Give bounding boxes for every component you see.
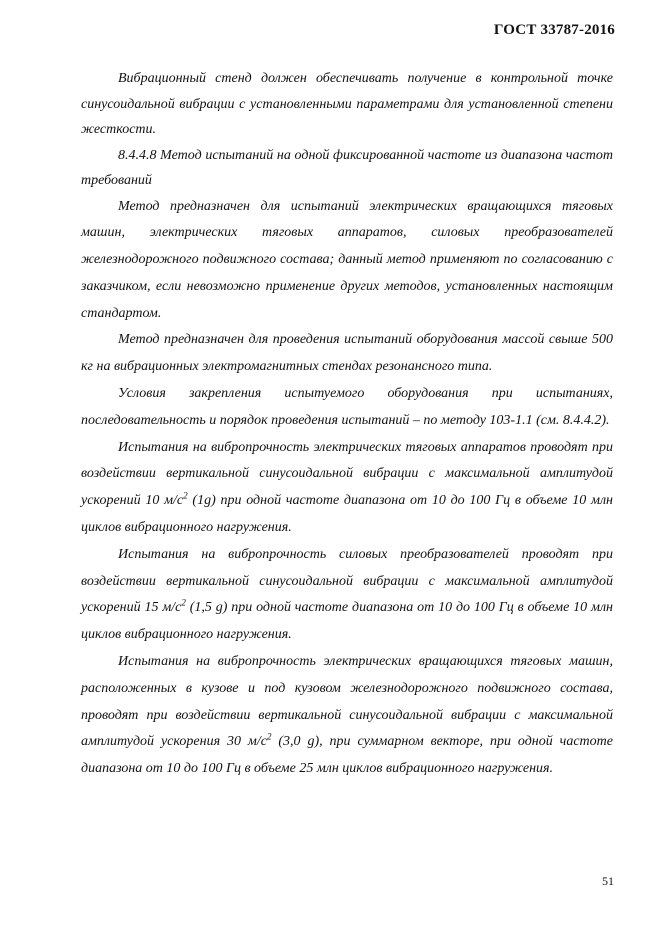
page-number: 51 bbox=[602, 874, 614, 888]
document-code-header: ГОСТ 33787-2016 bbox=[493, 22, 615, 38]
paragraph-mounting-conditions: Условия закрепления испытуемого оборудования при испытаниях, последовательность и порядок проведения испытаний – по методу 103-1.1 (см. 8.4.4.2). bbox=[81, 386, 613, 428]
paragraph-text-after: (1,5 g) при одной частоте диапазона от 10 до 100 Гц в объеме 10 млн циклов вибрационного нагружения. bbox=[81, 600, 613, 643]
paragraph-text-before: Испытания на вибропрочность электрических вращающихся тяговых машин, расположенных в кузове и под кузовом железнодорожного подвижного состава, проводят при воздействии вертикальной синусоидальной вибрации с максимальной амплитудой ускорения 30 м/с bbox=[81, 654, 613, 750]
paragraph-text-after: (3,0 g), при суммарном векторе, при одной частоте диапазона от 10 до 100 Гц в объеме 25 млн циклов вибрационного нагружения. bbox=[81, 734, 613, 777]
paragraph-section-heading-8-4-4-8: 8.4.4.8 Метод испытаний на одной фиксированной частоте из диапазона частот требований bbox=[81, 147, 613, 188]
paragraph-power-converter-test bbox=[81, 542, 613, 649]
paragraph-rotating-machines-test bbox=[81, 649, 613, 783]
paragraph-method-purpose: Метод предназначен для испытаний электрических вращающихся тяговых машин, электрических тяговых аппаратов, силовых преобразователей железнодорожного подвижного состава; данный метод применяют по согласованию с заказчиком, если невозможно применение других методов, установленных настоящим стандартом. bbox=[81, 198, 613, 321]
paragraph-text-after: (1g) при одной частоте диапазона от 10 до 100 Гц в объеме 10 млн циклов вибрационного нагружения. bbox=[81, 493, 614, 536]
superscript-exponent: 2 bbox=[183, 490, 188, 501]
paragraph-text-before: Испытания на вибропрочность электрических тяговых аппаратов проводят при воздействии вертикальной синусоидальной вибрации с максимальной амплитудой ускорений 10 м/с bbox=[81, 439, 613, 509]
superscript-exponent: 2 bbox=[181, 597, 186, 608]
paragraph-stand-requirement: Вибрационный стенд должен обеспечивать получение в контрольной точке синусоидальной вибрации с установленными параметрами для установленной степени жесткости. bbox=[81, 71, 613, 137]
superscript-exponent: 2 bbox=[266, 731, 272, 742]
paragraph-text-before: Испытания на вибропрочность силовых преобразователей проводят при воздействии вертикальной синусоидальной вибрации с максимальной амплитудой ускорений 15 м/с bbox=[81, 546, 613, 616]
paragraph-method-mass: Метод предназначен для проведения испытаний оборудования массой свыше 500 кг на вибрационных электромагнитных стендах резонансного типа. bbox=[81, 332, 613, 375]
document-body bbox=[81, 66, 613, 783]
paragraph-traction-apparatus-test bbox=[81, 435, 613, 542]
